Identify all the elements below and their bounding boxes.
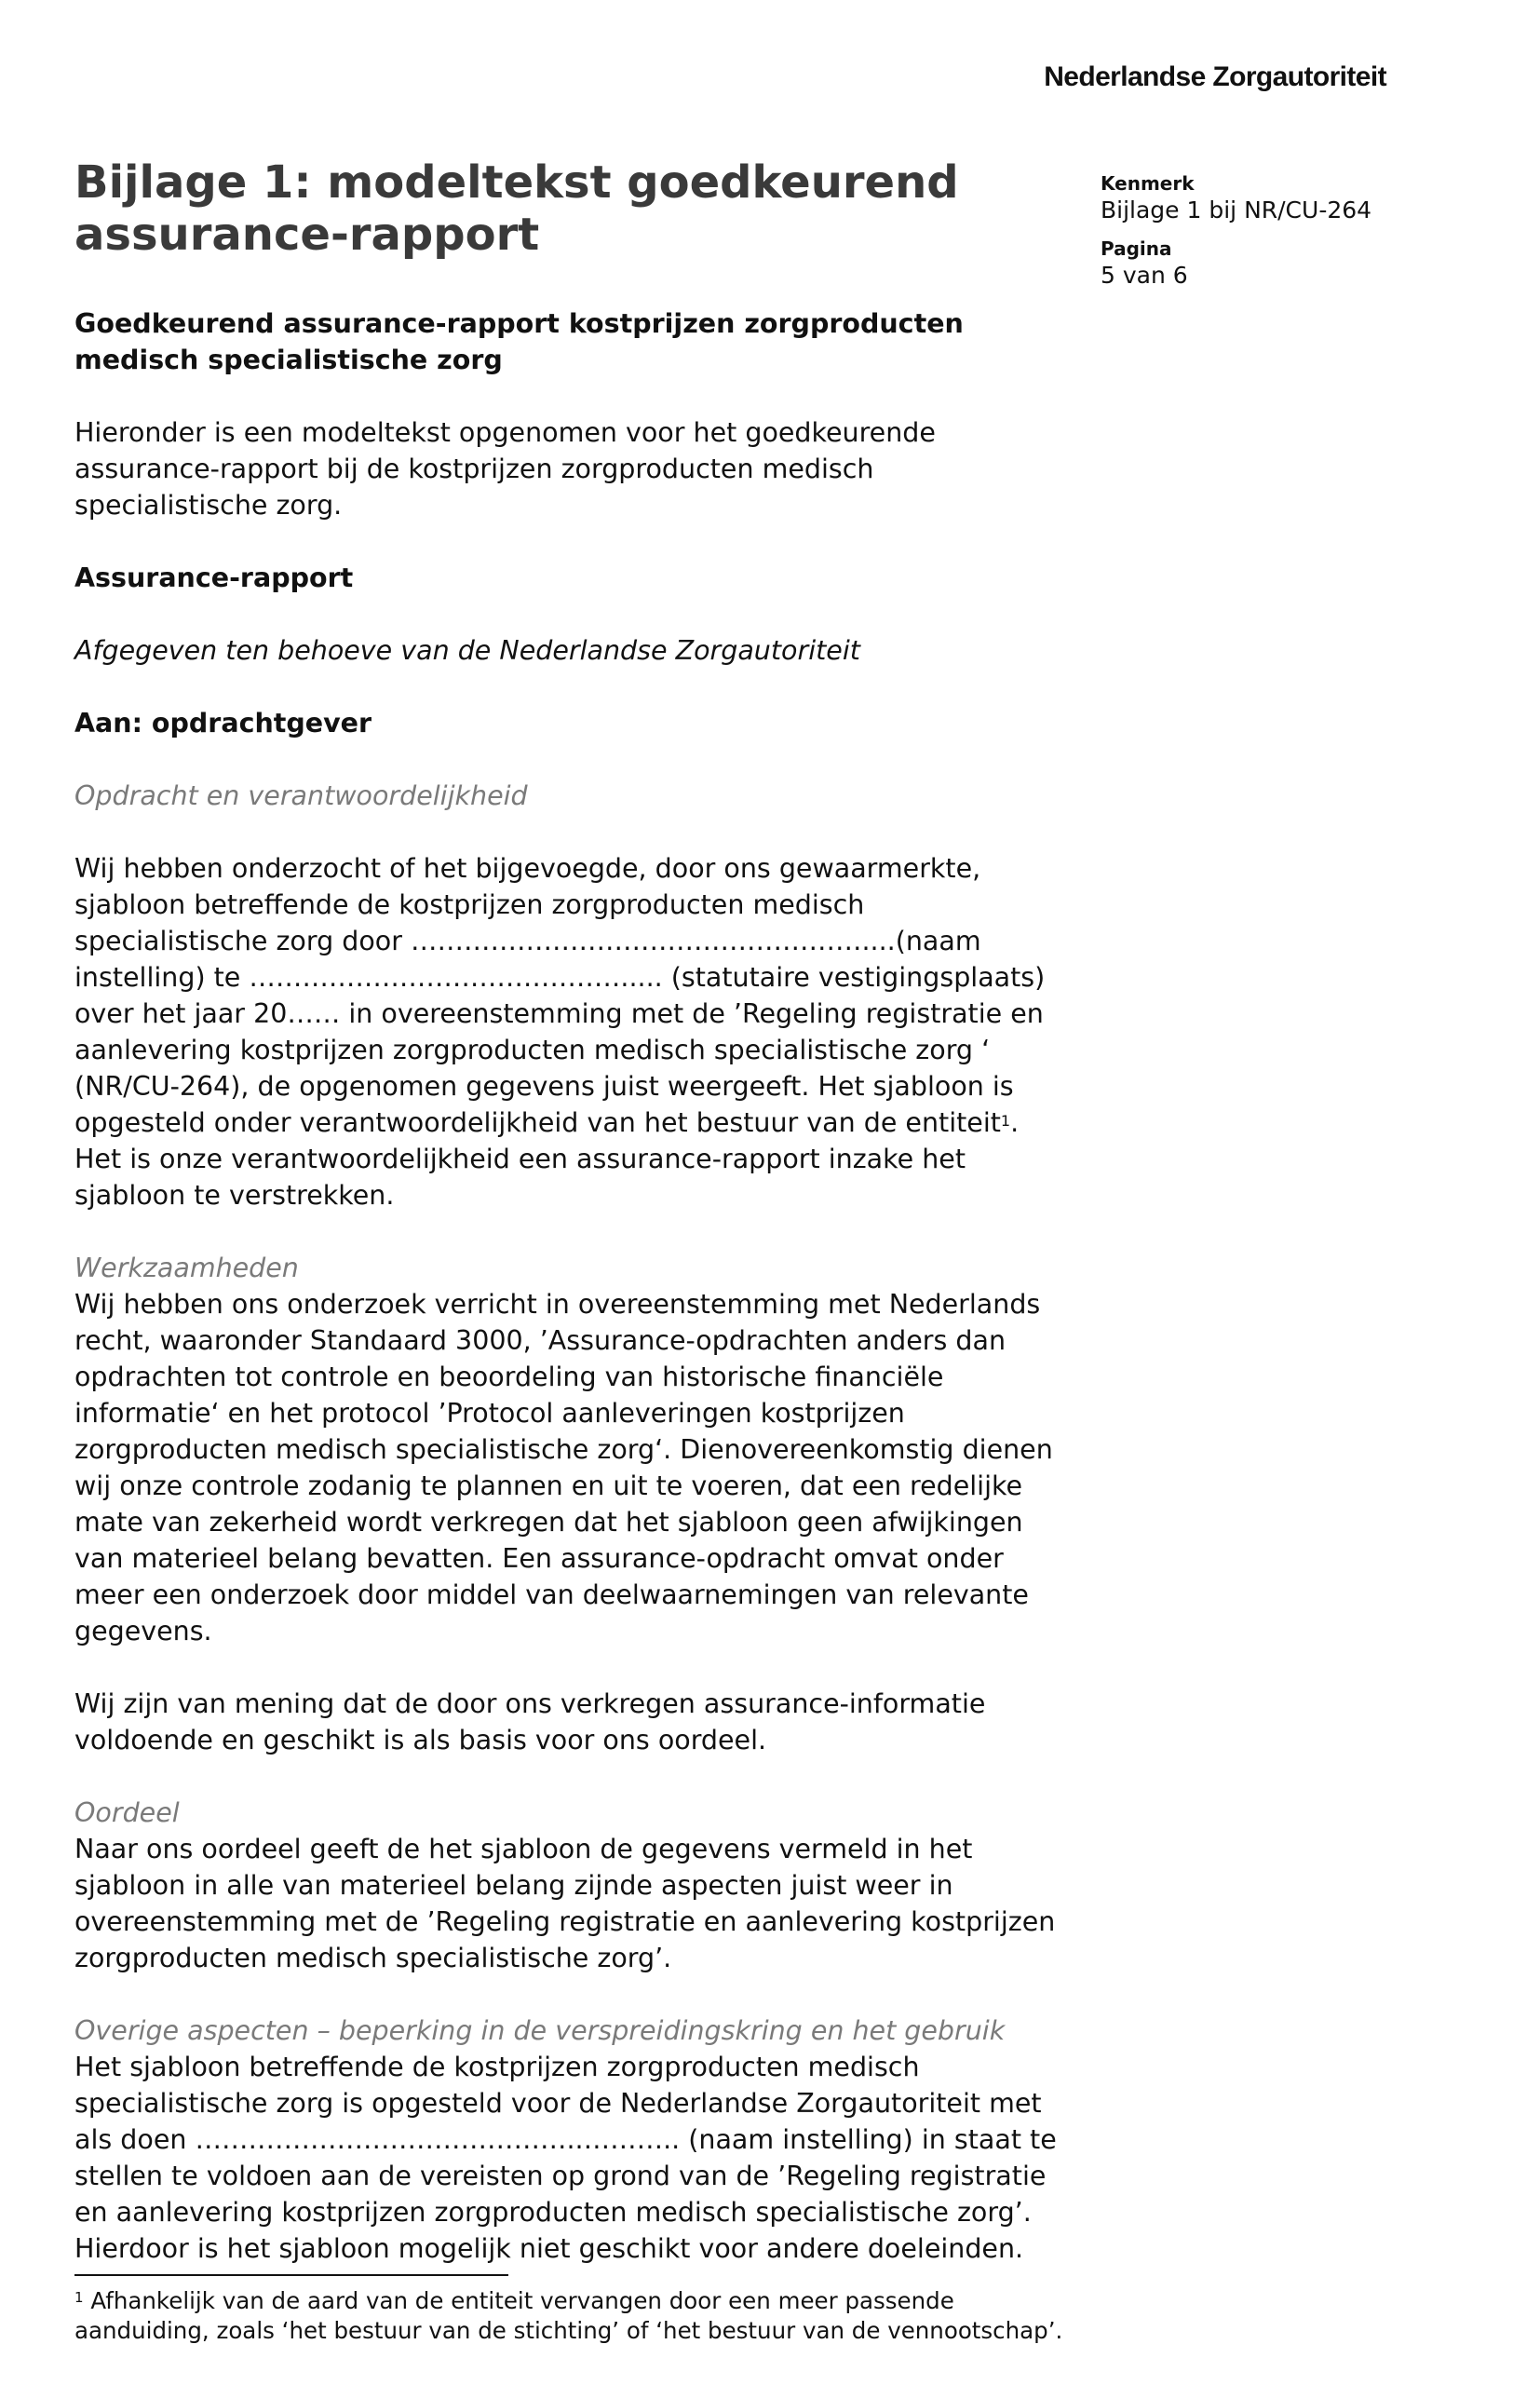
text-line: recht, waaronder Standaard 3000, ’Assurance-opdrachten anders dan: [74, 1325, 1006, 1356]
document-body: [74, 156, 1099, 2303]
report-heading: Assurance-rapport: [74, 562, 354, 593]
section-heading-werkzaamheden: Werkzaamheden: [74, 1253, 299, 1283]
text-line: Hieronder is een modeltekst opgenomen voor het goedkeurende: [74, 417, 936, 448]
text-line: zorgproducten medisch specialistische zorg‘. Dienovereenkomstig dienen: [74, 1434, 1053, 1465]
page-title: [74, 156, 1099, 261]
text-line: voldoende en geschikt is als basis voor ons oordeel.: [74, 1725, 767, 1755]
text-line: opgesteld onder verantwoordelijkheid van het bestuur van de entiteit: [74, 1107, 1001, 1138]
intro-paragraph: [74, 414, 1099, 523]
section-heading-oordeel: Oordeel: [74, 1797, 180, 1828]
text-line: van materieel belang bevatten. Een assurance-opdracht omvat onder: [74, 1543, 1004, 1574]
title-line: Bijlage 1: modeltekst goedkeurend: [74, 156, 959, 209]
footnote-reference[interactable]: 1: [1000, 1112, 1011, 1130]
text-line: opdrachten tot controle en beoordeling van historische financiële: [74, 1362, 944, 1392]
document-meta: [1101, 172, 1492, 303]
text-line: Wij zijn van mening dat de door ons verkregen assurance-informatie: [74, 1688, 986, 1719]
text-line: sjabloon te verstrekken.: [74, 1180, 395, 1211]
text-line: gegevens.: [74, 1616, 212, 1646]
text-line-with-footnote: [74, 1104, 1099, 1141]
sentence-end: .: [1010, 1107, 1020, 1138]
text-line: specialistische zorg.: [74, 490, 343, 521]
text-line: sjabloon betreffende de kostprijzen zorgproducten medisch: [74, 889, 865, 920]
issued-for: Afgegeven ten behoeve van de Nederlandse Zorgautoriteit: [74, 635, 860, 666]
text-line: en aanlevering kostprijzen zorgproducten medisch specialistische zorg’.: [74, 2197, 1032, 2228]
footnote-line: [74, 2286, 1099, 2316]
subtitle: [74, 305, 1099, 378]
text-line: specialistische zorg door ……………………………………………....(naam: [74, 926, 981, 956]
footnote: [74, 2286, 1099, 2346]
text-line: Naar ons oordeel geeft de het sjabloon de gegevens vermeld in het: [74, 1834, 973, 1864]
pagina-value: 5 van 6: [1101, 262, 1188, 289]
subtitle-line: Goedkeurend assurance-rapport kostprijzen zorgproducten: [74, 308, 964, 339]
text-line: informatie‘ en het protocol ’Protocol aanleveringen kostprijzen: [74, 1398, 905, 1429]
section-overige-aspecten-paragraph: [74, 2049, 1099, 2267]
section-werkzaamheden-paragraph: [74, 1286, 1099, 1649]
footnote-line: aanduiding, zoals ‘het bestuur van de stichting’ of ‘het bestuur van de vennootschap’.: [74, 2317, 1063, 2344]
text-line: Wij hebben ons onderzoek verricht in overeenstemming met Nederlands: [74, 1289, 1041, 1320]
footnote-text: Afhankelijk van de aard van de entiteit vervangen door een meer passende: [90, 2287, 954, 2314]
section-heading-opdracht: Opdracht en verantwoordelijkheid: [74, 780, 528, 811]
section-heading-overige-aspecten: Overige aspecten – beperking in de verspreidingskring en het gebruik: [74, 2015, 1006, 2046]
section-opdracht-paragraph: [74, 850, 1099, 1213]
subtitle-line: medisch specialistische zorg: [74, 345, 503, 375]
text-line: mate van zekerheid wordt verkregen dat het sjabloon geen afwijkingen: [74, 1507, 1023, 1538]
text-line: specialistische zorg is opgesteld voor de Nederlandse Zorgautoriteit met: [74, 2088, 1042, 2119]
text-line: (NR/CU-264), de opgenomen gegevens juist weergeeft. Het sjabloon is: [74, 1071, 1014, 1102]
kenmerk-label: Kenmerk: [1101, 172, 1195, 195]
title-line: assurance-rapport: [74, 209, 540, 261]
text-line: wij onze controle zodanig te plannen en uit te voeren, dat een redelijke: [74, 1470, 1023, 1501]
text-line: Wij hebben onderzocht of het bijgevoegde, door ons gewaarmerkte,: [74, 853, 981, 884]
section-werkzaamheden-paragraph-2: [74, 1686, 1099, 1758]
text-line: overeenstemming met de ’Regeling registratie en aanlevering kostprijzen: [74, 1906, 1056, 1937]
organization-logo: Nederlandse Zorgautoriteit: [1044, 61, 1386, 92]
text-line: assurance-rapport bij de kostprijzen zorgproducten medisch: [74, 454, 874, 484]
addressee: Aan: opdrachtgever: [74, 708, 372, 739]
kenmerk-value: Bijlage 1 bij NR/CU-264: [1101, 196, 1372, 224]
text-line: als doen ……………………………………..……….. (naam instelling) in staat te: [74, 2124, 1057, 2155]
text-line: zorgproducten medisch specialistische zorg’.: [74, 1943, 672, 1973]
text-line: over het jaar 20…… in overeenstemming met de ’Regeling registratie en: [74, 998, 1044, 1029]
text-line: meer een onderzoek door middel van deelwaarnemingen van relevante: [74, 1579, 1029, 1610]
text-line: Het sjabloon betreffende de kostprijzen zorgproducten medisch: [74, 2052, 920, 2082]
text-line: sjabloon in alle van materieel belang zijnde aspecten juist weer in: [74, 1870, 953, 1901]
footnote-divider: [74, 2274, 508, 2276]
text-line: stellen te voldoen aan de vereisten op grond van de ’Regeling registratie: [74, 2161, 1047, 2191]
pagina-label: Pagina: [1101, 237, 1172, 260]
text-line: Hierdoor is het sjabloon mogelijk niet geschikt voor andere doeleinden.: [74, 2233, 1024, 2264]
text-line: Het is onze verantwoordelijkheid een assurance-rapport inzake het: [74, 1144, 966, 1174]
text-line: instelling) te ……………………………………..... (statutaire vestigingsplaats): [74, 962, 1046, 993]
text-line: aanlevering kostprijzen zorgproducten medisch specialistische zorg ‘: [74, 1035, 991, 1065]
footnote-number: 1: [74, 2289, 84, 2306]
section-oordeel-paragraph: [74, 1831, 1099, 1976]
